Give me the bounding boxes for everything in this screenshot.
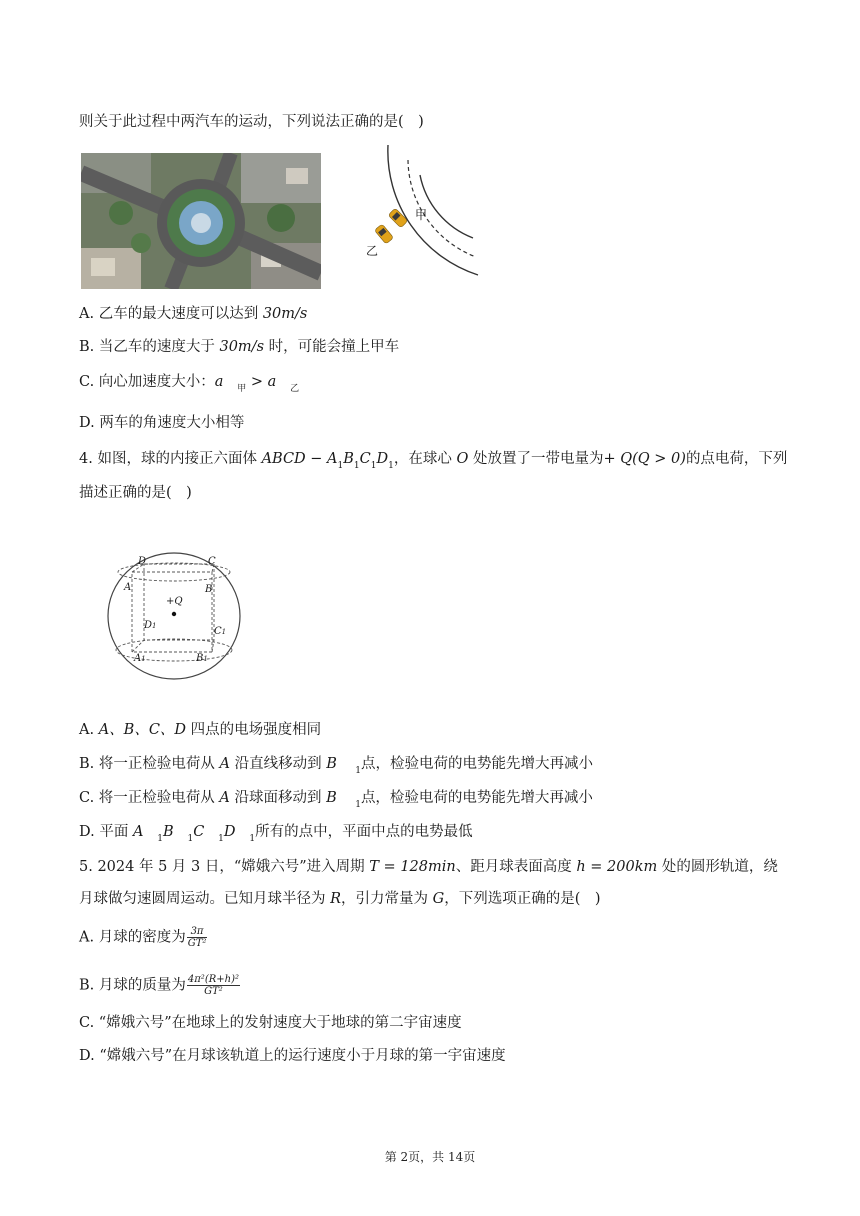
page-number: 第 2页，共 14页 xyxy=(384,1150,476,1164)
q5-stem-line1: 5. 2024 年 5 月 3 日，“嫦娥六号”进入周期 T = 128min、距月球表面高度 h = 200km 处的圆形轨道，绕 xyxy=(79,859,778,875)
q4-option-c: C. 将一正检验电荷从 A 沿球面移动到 B $_1$点，检验电荷的电势能先增大再减小 xyxy=(79,790,593,810)
q4-option-a: A. A、B、C、D 四点的电场强度相同 xyxy=(79,722,322,738)
label-a: A xyxy=(124,582,132,593)
q3-option-d xyxy=(79,413,244,433)
q4-option-b: B. 将一正检验电荷从 A 沿直线移动到 B $_1$点，检验电荷的电势能先增大再减小 xyxy=(79,756,594,776)
q5-option-a: A. 月球的密度为 $\frac{3\pi}{\text{GT²}}$ xyxy=(79,926,207,949)
q5-option-c: C. “嫦娥六号”在地球上的发射速度大于地球的第二宇宙速度 xyxy=(79,1015,462,1031)
q3-option-b xyxy=(79,337,399,357)
fraction: $\frac{3\pi}{\text{GT²}}$ xyxy=(187,926,207,949)
q4-option-d: D. 平面 A $_1$B $_1$C $_1$D $_1$所有的点中，平面中点的电势最低 xyxy=(79,824,473,844)
label-q: +Q xyxy=(166,596,183,607)
fraction: $\frac{\text{4π²(R+h)²}}{\text{GT²}}$ xyxy=(187,974,239,997)
q3-option-c: C. 向心加速度大小：a $_甲$ > a $_乙$ xyxy=(79,374,300,394)
option-text: 两车的角速度大小相等 xyxy=(99,415,245,431)
roundabout-photo xyxy=(81,153,321,289)
option-text-post: 时，可能会撞上甲车 xyxy=(264,339,400,355)
q3-option-a xyxy=(79,304,307,324)
option-text: 当乙车的速度大于 xyxy=(98,339,220,355)
q4-stem-line2: 描述正确的是( ) xyxy=(79,485,192,501)
car-yi-label: 乙 xyxy=(366,244,379,258)
option-letter: D. xyxy=(79,415,100,431)
q4-stem-line1: 4. 如图，球的内接正六面体 ABCD − $A_1B_1C_1D_1$，在球心 O 处放置了一带电量为+ Q(Q > 0)的点电荷，下列 xyxy=(79,451,788,471)
label-b: B xyxy=(205,584,213,595)
option-math: 30m/s xyxy=(262,306,308,322)
label-d: D xyxy=(138,556,147,567)
sphere-cube-figure xyxy=(104,550,244,686)
option-letter: B. xyxy=(79,339,99,355)
label-b1: B1 xyxy=(196,653,208,664)
q5-option-d: D. “嫦娥六号”在月球该轨道上的运行速度小于月球的第一宇宙速度 xyxy=(79,1048,506,1064)
option-text: 乙车的最大速度可以达到 xyxy=(98,306,263,322)
option-math: 30m/s xyxy=(219,339,265,355)
car-jia-label: 甲 xyxy=(415,208,428,222)
option-text: 向心加速度大小： xyxy=(98,374,215,390)
label-d1: D1 xyxy=(144,620,157,631)
q5-option-b: B. 月球的质量为 $\frac{\text{4π²(R+h)²}}{\text{GT²}}$ xyxy=(79,974,239,997)
q5-stem-line2: 月球做匀速圆周运动。已知月球半径为 R，引力常量为 G，下列选项正确的是( ) xyxy=(79,891,601,907)
question-intro: 则关于此过程中两汽车的运动，下列说法正确的是( ) xyxy=(79,114,424,130)
label-a1: A1 xyxy=(134,653,146,664)
track-diagram xyxy=(358,140,488,284)
option-letter: A. xyxy=(79,306,99,322)
option-letter: C. xyxy=(79,374,99,390)
label-c1: C1 xyxy=(214,626,227,637)
label-c: C xyxy=(208,556,216,567)
